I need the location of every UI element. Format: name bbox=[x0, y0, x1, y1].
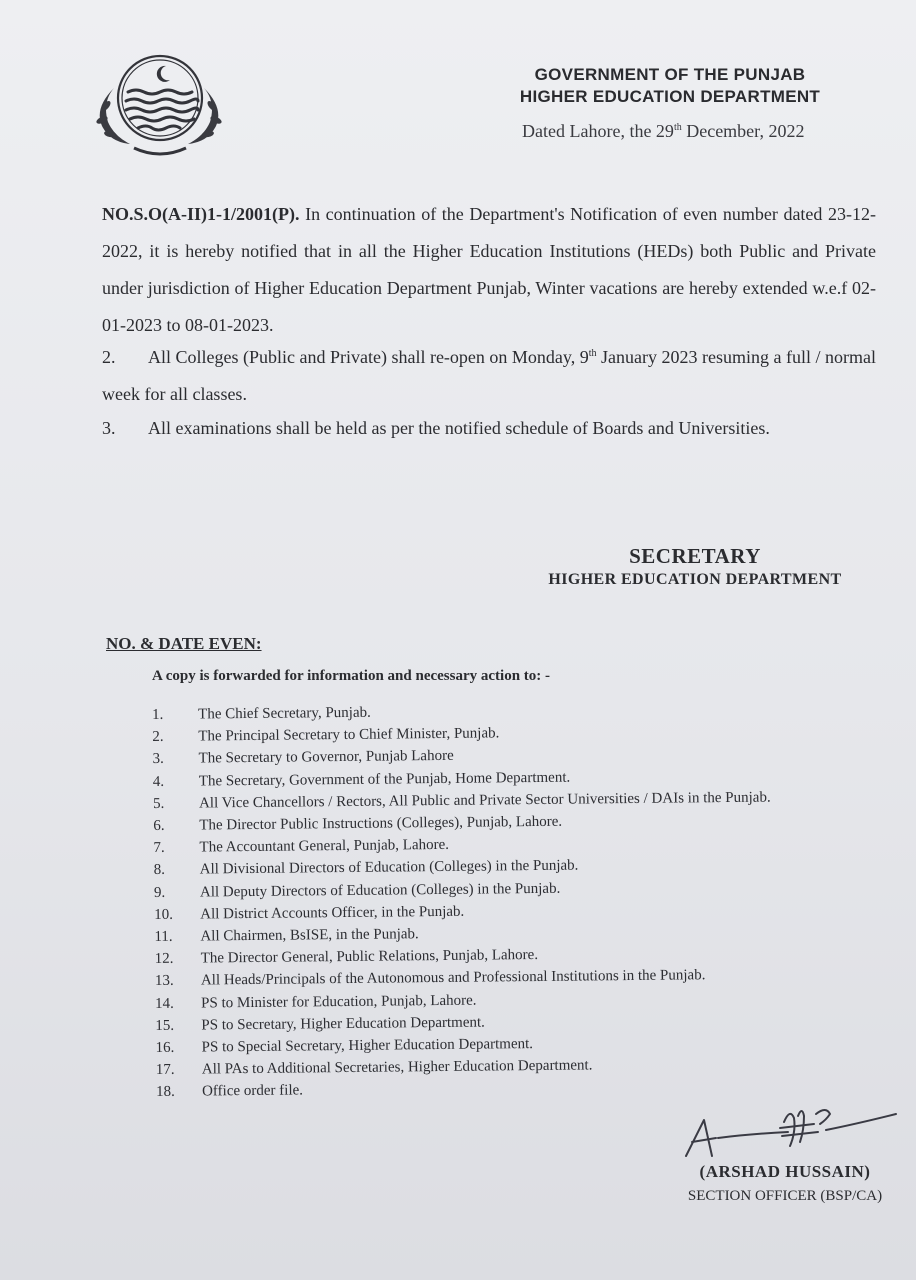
letterhead-line-1: GOVERNMENT OF THE PUNJAB bbox=[534, 65, 806, 84]
paragraph-1 bbox=[102, 196, 876, 344]
list-item-number: 14. bbox=[155, 995, 174, 1012]
list-item-text: All Chairmen, BsISE, in the Punjab. bbox=[200, 926, 419, 945]
letterhead bbox=[470, 64, 870, 108]
list-item-text: The Director Public Instructions (Colleges), Punjab, Lahore. bbox=[199, 813, 563, 834]
paragraph-2-superscript: th bbox=[588, 348, 597, 359]
paragraph-3-text: All examinations shall be held as per the notified schedule of Boards and Universities. bbox=[148, 418, 770, 438]
list-item-text: The Principal Secretary to Chief Minister, Punjab. bbox=[198, 725, 500, 745]
list-item-text: All Divisional Directors of Education (Colleges) in the Punjab. bbox=[199, 857, 579, 878]
list-item-number: 17. bbox=[155, 1062, 175, 1079]
list-item-number: 13. bbox=[154, 973, 174, 990]
list-item-text: All Vice Chancellors / Rectors, All Public and Private Sector Universities / DAIs in the Punjab. bbox=[198, 789, 771, 812]
list-item-text: All Heads/Principals of the Autonomous and Professional Institutions in the Punjab. bbox=[200, 967, 706, 989]
date-superscript: th bbox=[673, 122, 682, 133]
list-item-text: The Director General, Public Relations, Punjab, Lahore. bbox=[200, 947, 539, 967]
list-item-number: 11. bbox=[154, 928, 173, 946]
list-item-text: The Chief Secretary, Punjab. bbox=[198, 704, 371, 723]
list-item-number: 9. bbox=[153, 884, 166, 901]
list-item-number: 10. bbox=[154, 906, 174, 923]
list-item-text: All PAs to Additional Secretaries, Higher Education Department. bbox=[201, 1057, 593, 1078]
forward-note: A copy is forwarded for information and necessary action to: - bbox=[152, 668, 551, 684]
date-suffix: December, 2022 bbox=[681, 121, 805, 141]
list-item-text: The Secretary to Governor, Punjab Lahore bbox=[198, 748, 454, 767]
paragraph-2-text-b: January 2023 resuming a full / normal week for all classes. bbox=[102, 347, 876, 404]
list-item-number: 12. bbox=[154, 951, 174, 968]
secretary-department: HIGHER EDUCATION DEPARTMENT bbox=[548, 571, 842, 588]
list-item-text: All District Accounts Officer, in the Punjab. bbox=[200, 903, 465, 923]
list-item-text: PS to Secretary, Higher Education Department. bbox=[201, 1014, 485, 1034]
signer-name: (ARSHAD HUSSAIN) bbox=[699, 1162, 871, 1181]
handwritten-signature bbox=[676, 1098, 906, 1168]
list-item-text: PS to Special Secretary, Higher Education Department. bbox=[201, 1036, 534, 1056]
list-item-number: 5. bbox=[152, 795, 165, 812]
list-item-number: 6. bbox=[153, 817, 165, 835]
list-item-text: PS to Minister for Education, Punjab, Lahore. bbox=[201, 992, 477, 1012]
signer-block bbox=[672, 1162, 898, 1205]
date-line bbox=[522, 121, 804, 142]
list-item-text: All Deputy Directors of Education (Colleges) in the Punjab. bbox=[199, 880, 561, 901]
list-item-number: 1. bbox=[152, 706, 164, 723]
paragraph-2-text-a: All Colleges (Public and Private) shall re-open on Monday, 9 bbox=[148, 347, 589, 367]
signer-title: SECTION OFFICER (BSP/CA) bbox=[687, 1188, 883, 1204]
date-prefix: Dated Lahore, the 29 bbox=[522, 121, 674, 141]
paragraph-3-number: 3. bbox=[102, 418, 116, 438]
paragraph-2 bbox=[102, 335, 876, 413]
punjab-emblem-logo bbox=[88, 48, 230, 160]
list-item-text: The Accountant General, Punjab, Lahore. bbox=[199, 837, 450, 856]
list-item-number: 4. bbox=[152, 773, 165, 790]
list-item-number: 2. bbox=[152, 729, 164, 746]
letterhead-line-2: HIGHER EDUCATION DEPARTMENT bbox=[519, 87, 821, 106]
paragraph-1-text: In continuation of the Department's Notification of even number dated 23-12-2022, it is hereby notified that in all the Higher Education Institutions (HEDs) both Public and Private under jurisdiction of Higher Education Department Punjab, Winter vacations are hereby extended w.e.f 02-01-2023 to 08-01-2023. bbox=[102, 204, 876, 335]
secretary-block bbox=[520, 544, 870, 589]
paragraph-3 bbox=[102, 410, 876, 447]
list-item-number: 8. bbox=[153, 862, 166, 879]
list-item-number: 18. bbox=[155, 1084, 175, 1101]
list-item-text: Office order file. bbox=[201, 1082, 304, 1100]
list-item-number: 15. bbox=[155, 1017, 175, 1034]
no-date-even-heading: NO. & DATE EVEN: bbox=[106, 634, 262, 653]
list-item-number: 3. bbox=[152, 751, 164, 768]
list-item-number: 7. bbox=[153, 840, 165, 857]
paragraph-2-number: 2. bbox=[102, 347, 116, 367]
list-item-number: 16. bbox=[155, 1039, 175, 1057]
list-item-text: The Secretary, Government of the Punjab, Home Department. bbox=[198, 769, 571, 790]
reference-number: NO.S.O(A-II)1-1/2001(P). bbox=[102, 204, 300, 224]
copy-distribution-list bbox=[152, 697, 856, 1104]
secretary-title: SECRETARY bbox=[629, 544, 761, 568]
